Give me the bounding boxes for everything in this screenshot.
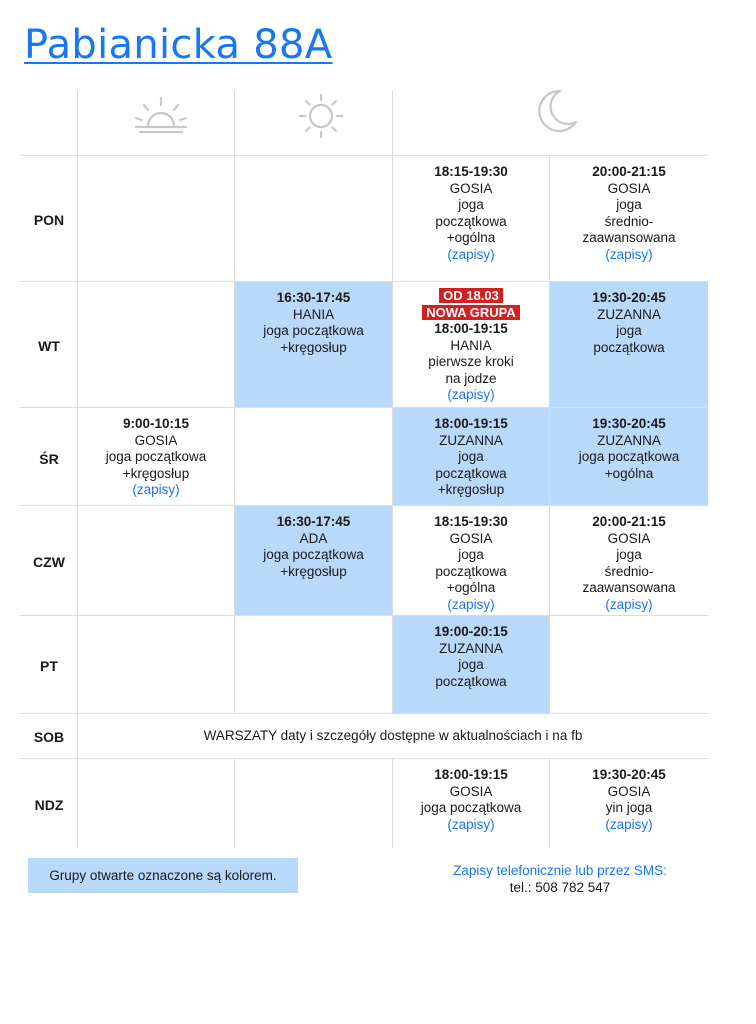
class-teacher: ZUZANNA: [597, 432, 661, 448]
class-description: +ogólna: [604, 465, 654, 481]
class-slot-open: [550, 408, 708, 505]
class-description: joga: [616, 323, 642, 338]
class-description: na jodze: [445, 370, 497, 386]
class-teacher: GOSIA: [449, 530, 493, 546]
day-label-thu: CZW: [33, 554, 65, 570]
class-description: joga: [458, 449, 484, 464]
class-teacher: GOSIA: [607, 783, 651, 799]
class-description: joga: [616, 197, 642, 212]
signup-link[interactable]: (zapisy): [605, 596, 653, 612]
class-description: joga początkowa: [105, 449, 207, 464]
class-slot-open: [550, 282, 708, 407]
day-label-tue: WT: [38, 338, 60, 354]
class-description: zaawansowana: [582, 580, 676, 595]
new-group-badge: NOWA GRUPA: [422, 305, 520, 320]
class-description: joga początkowa: [263, 547, 364, 562]
class-description: +kręgosłup: [280, 339, 347, 355]
class-description: +kręgosłup: [437, 482, 505, 497]
class-description: joga: [458, 197, 484, 212]
class-teacher: GOSIA: [449, 783, 493, 799]
moon-icon: [536, 88, 580, 134]
day-label-mon: PON: [33, 212, 65, 228]
signup-link[interactable]: (zapisy): [447, 596, 495, 612]
class-teacher: GOSIA: [607, 530, 651, 546]
class-description: początkowa: [435, 213, 507, 229]
class-time: 20:00-21:15: [592, 164, 666, 179]
class-slot: [550, 506, 708, 615]
class-description: początkowa: [593, 339, 665, 355]
sunrise-icon: [130, 94, 192, 134]
contact-heading: Zapisy telefonicznie lub przez SMS:: [453, 863, 667, 878]
class-slot: [550, 759, 708, 848]
class-slot: [78, 408, 234, 505]
class-description: +ogólna: [446, 580, 496, 595]
class-teacher: ZUZANNA: [597, 306, 661, 322]
class-description: +kręgosłup: [280, 563, 347, 579]
class-time: 18:00-19:15: [434, 416, 508, 431]
class-description: joga: [458, 657, 484, 672]
page-title: Pabianicka 88A: [24, 22, 333, 68]
day-label-sun: NDZ: [34, 797, 64, 813]
class-slot: [393, 759, 549, 848]
class-time: 16:30-17:45: [276, 514, 351, 529]
class-time: 19:00-20:15: [434, 624, 508, 639]
class-slot-open: [393, 408, 549, 505]
class-time: 19:30-20:45: [592, 767, 666, 782]
signup-link[interactable]: (zapisy): [605, 246, 653, 262]
class-time: 19:30-20:45: [592, 290, 666, 305]
saturday-workshops-note: WARSZATY daty i szczegóły dostępne w aktualnościach i na fb: [203, 728, 583, 743]
class-description: joga początkowa: [263, 323, 364, 338]
class-time: 19:30-20:45: [592, 416, 666, 431]
class-time: 18:15-19:30: [434, 164, 508, 179]
class-description: początkowa: [435, 673, 507, 689]
class-time: 18:00-19:15: [434, 321, 508, 336]
class-description: średnio-: [604, 563, 654, 579]
class-teacher: ADA: [299, 530, 328, 546]
signup-link[interactable]: (zapisy): [447, 246, 495, 262]
class-slot: [393, 506, 549, 615]
class-time: 20:00-21:15: [592, 514, 666, 529]
day-label-wed: ŚR: [39, 451, 59, 467]
class-description: joga: [616, 547, 642, 562]
class-time: 18:00-19:15: [434, 767, 508, 782]
signup-link[interactable]: (zapisy): [447, 387, 495, 402]
class-description: pierwsze kroki: [428, 354, 514, 369]
sun-icon: [297, 92, 345, 140]
class-description: średnio-: [604, 213, 654, 229]
new-group-badge: OD 18.03: [439, 288, 503, 303]
class-description: początkowa: [435, 563, 507, 579]
class-description: joga początkowa: [578, 449, 680, 464]
class-slot: [393, 282, 549, 407]
day-label-fri: PT: [40, 658, 58, 674]
class-time: 18:15-19:30: [434, 514, 508, 529]
class-teacher: GOSIA: [607, 180, 651, 196]
signup-link[interactable]: (zapisy): [447, 816, 495, 832]
day-label-sat: SOB: [33, 729, 65, 745]
class-slot-open: [235, 282, 392, 407]
class-description: +ogólna: [446, 230, 496, 245]
class-slot-open: [393, 616, 549, 713]
contact-info: [420, 862, 700, 896]
class-teacher: HANIA: [450, 337, 492, 353]
contact-phone[interactable]: tel.: 508 782 547: [509, 880, 611, 895]
class-description: joga początkowa: [420, 800, 522, 815]
class-slot-open: [235, 506, 392, 615]
class-time: 9:00-10:15: [122, 416, 190, 431]
class-description: zaawansowana: [582, 230, 676, 245]
class-description: yin joga: [605, 800, 653, 815]
class-description: początkowa: [435, 465, 507, 481]
signup-link[interactable]: (zapisy): [605, 816, 653, 832]
color-legend: Grupy otwarte oznaczone są kolorem.: [28, 858, 298, 893]
class-teacher: GOSIA: [449, 180, 493, 196]
class-teacher: HANIA: [292, 306, 335, 322]
class-teacher: GOSIA: [134, 432, 178, 448]
class-description: joga: [458, 547, 484, 562]
class-slot: [393, 156, 549, 281]
signup-link[interactable]: (zapisy): [132, 482, 180, 497]
class-slot: [550, 156, 708, 281]
class-teacher: ZUZANNA: [439, 640, 503, 656]
class-teacher: ZUZANNA: [439, 432, 503, 448]
class-time: 16:30-17:45: [276, 290, 351, 305]
class-description: +kręgosłup: [122, 465, 190, 481]
